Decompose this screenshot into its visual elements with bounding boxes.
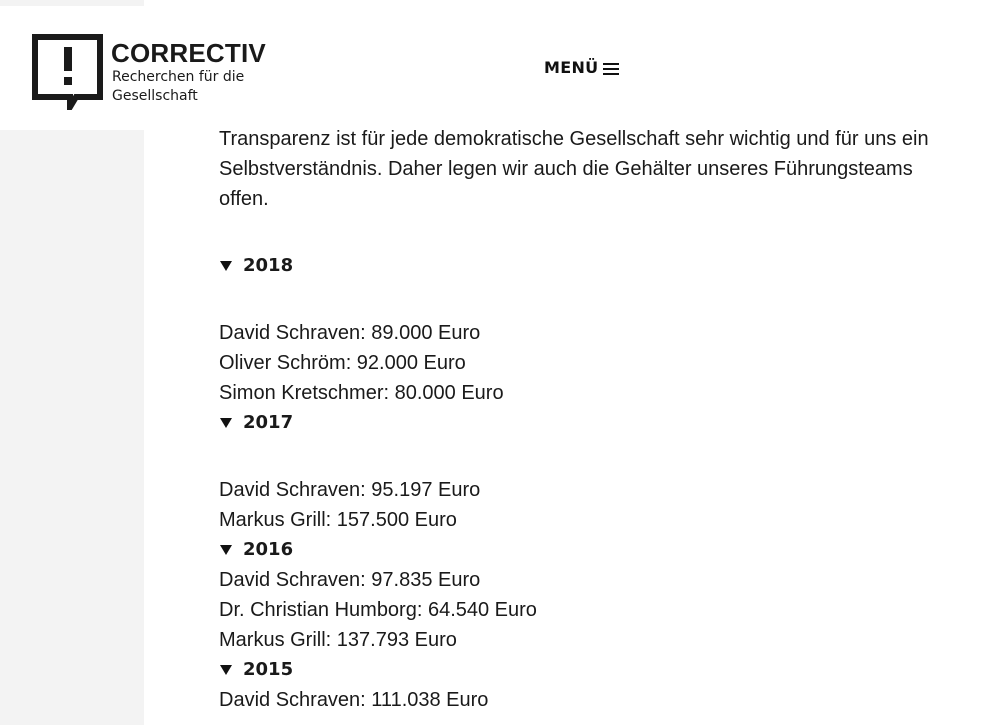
menu-label: MENÜ [544, 58, 599, 77]
salary-entry: Dr. Christian Humborg: 64.540 Euro [219, 599, 537, 621]
menu-button[interactable] [544, 58, 619, 77]
salary-entry: Oliver Schröm: 92.000 Euro [219, 352, 466, 374]
speech-bubble-exclamation-icon [32, 34, 104, 110]
salary-year-2018 [219, 251, 939, 408]
logo-tagline: Recherchen für die Gesellschaft [112, 69, 245, 104]
year-label: 2015 [243, 659, 294, 680]
triangle-down-icon [220, 261, 232, 271]
site-header [0, 6, 990, 130]
salary-entry: Simon Kretschmer: 80.000 Euro [219, 382, 504, 404]
logo-link[interactable] [32, 34, 272, 114]
salary-entry: David Schraven: 97.835 Euro [219, 569, 481, 591]
intro-paragraph: Transparenz ist für jede demokratische Gesellschaft sehr wichtig und für uns ein Selbstverständnis. Daher legen wir auch die Gehälter unseres Führungsteams offen. [219, 128, 929, 210]
salary-entry: Markus Grill: 157.500 Euro [219, 509, 457, 531]
hamburger-icon [603, 62, 619, 74]
year-label: 2018 [243, 255, 294, 276]
logo-wordmark: CORRECTIV [111, 38, 266, 68]
triangle-down-icon [220, 418, 232, 428]
main-content [219, 124, 939, 715]
year-toggle-2018[interactable] [219, 251, 939, 281]
salary-entry: David Schraven: 111.038 Euro [219, 689, 489, 711]
salary-year-2016 [219, 535, 939, 655]
year-toggle-2016[interactable] [219, 535, 939, 565]
salary-entry: David Schraven: 89.000 Euro [219, 322, 481, 344]
triangle-down-icon [220, 545, 232, 555]
year-label: 2017 [243, 412, 294, 433]
salary-year-2017 [219, 408, 939, 535]
year-toggle-2017[interactable] [219, 408, 939, 438]
year-label: 2016 [243, 539, 294, 560]
salary-entry: Markus Grill: 137.793 Euro [219, 629, 457, 651]
salary-entry: David Schraven: 95.197 Euro [219, 479, 481, 501]
year-toggle-2015[interactable] [219, 655, 939, 685]
salary-year-2015 [219, 655, 939, 715]
triangle-down-icon [220, 665, 232, 675]
